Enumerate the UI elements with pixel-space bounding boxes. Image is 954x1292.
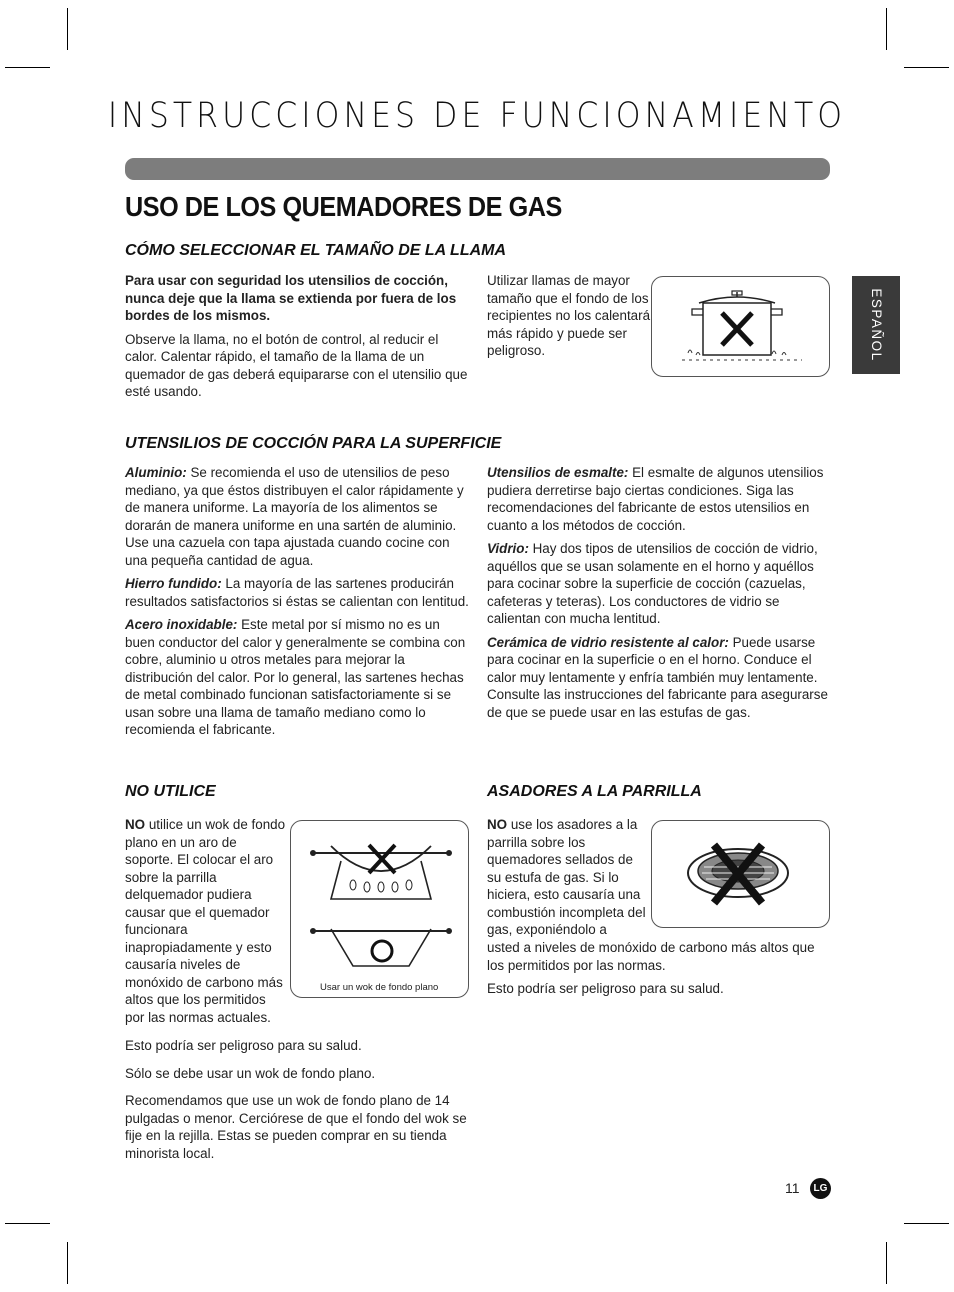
asadores-lead: NO use los asadores a la parrilla sobre los quemadores sellados de su estufa de gas. Si lo hiciera, esto causaría una combustión incompleta del gas, exponiéndolo a [487, 817, 646, 937]
pot-illustration [651, 276, 830, 377]
utensils-heading: UTENSILIOS DE COCCIÓN PARA LA SUPERFICIE [125, 435, 502, 452]
no-utilice-p3: Recomendamos que use un wok de fondo plano de 14 pulgadas o menor. Cerciórese de que el fondo del wok se fije en la rejilla. Estas se pueden comprar en su tienda minorista local. [125, 1093, 467, 1161]
utensil-ceramica: Cerámica de vidrio resistente al calor: Puede usarse para cocinar en la superficie o en el horno. Conduce el calor muy lentamente y enfría también muy lentamente. Consulte las instrucciones del fabricante para asegurarse de que se puede usar en las estufas de gas. [487, 634, 828, 720]
utensil-hierro: Hierro fundido: La mayoría de las sartenes producirán resultados satisfactorios si éstas se calientan con lentitud. [125, 576, 469, 609]
utensil-esmalte: Utensilios de esmalte: El esmalte de algunos utensilios pudiera derretirse bajo ciertas condiciones. Siga las recomendaciones del fabricante de estos utensilios en cuanto a los métodos de cocción. [487, 465, 824, 533]
section-title: USO DE LOS QUEMADORES DE GAS [125, 191, 562, 222]
utensil-aluminio: Aluminio: Se recomienda el uso de utensilios de peso mediano, ya que éstos distribuyen el calor rápidamente y de manera uniforme. La mayoría de los alimentos se dorarán de manera uniforme en una sartén de aluminio. Use una cazuela con tapa ajustada cuando cocine con una pequeña cantidad de agua. [125, 465, 464, 568]
wok-icon [291, 821, 470, 999]
asadores-p1: Esto podría ser peligroso para su salud. [487, 981, 724, 996]
flame-heading: CÓMO SELECCIONAR EL TAMAÑO DE LA LLAMA [125, 242, 507, 259]
no-utilice-paras [125, 1037, 470, 1162]
flame-body-text: Observe la llama, no el botón de control, al reducir el calor. Calentar rápido, el tamaño de la llama de un quemador de gas deberá equipararse con el utensilio que esté usando. [125, 331, 468, 399]
crop-mark [67, 8, 68, 50]
asadores-heading: ASADORES A LA PARRILLA [487, 783, 702, 800]
no-utilice-lead: NO utilice un wok de fondo plano en un aro de soporte. El colocar el aro sobre la parrilla delquemador pudiera causar que el quemador funcionara inapropiadamente y esto causaría niveles de monóxido de carbono más altos que los permitidos por las normas actuales. [125, 817, 286, 1025]
crop-mark [886, 1242, 887, 1284]
crop-mark [904, 67, 949, 68]
crop-mark [5, 67, 50, 68]
grill-illustration [651, 820, 830, 928]
lg-logo-icon: LG [810, 1178, 831, 1199]
crop-mark [904, 1223, 949, 1224]
utensils-right-column [487, 464, 832, 727]
page-number: 11 [785, 1180, 800, 1196]
crop-mark [886, 8, 887, 50]
utensils-left-column [125, 464, 470, 745]
no-utilice-p2: Sólo se debe usar un wok de fondo plano. [125, 1065, 376, 1081]
flame-text-block [125, 272, 470, 401]
utensil-acero: Acero inoxidable: Este metal por sí mismo no es un buen conductor del calor y generalmente se combina con cobre, aluminio u otros metales para mejorar la distribución del calor. Por lo general, las sartenes hechas de metal combinado funcionan satisfactoriamente si se usan sobre una llama de tamaño mediano como lo recomienda el fabricante. [125, 617, 466, 737]
language-tab: ESPAÑOL [852, 276, 900, 374]
page-title: INSTRUCCIONES DE FUNCIONAMIENTO [107, 96, 847, 136]
no-utilice-heading: NO UTILICE [125, 783, 216, 800]
crop-mark [67, 1242, 68, 1284]
wok-caption: Usar un wok de fondo plano [320, 982, 439, 993]
crop-mark [5, 1223, 50, 1224]
pot-flame-icon [652, 277, 831, 378]
asadores-cont: usted a niveles de monóxido de carbono más altos que los permitidos por las normas. [487, 940, 815, 973]
utensil-vidrio: Vidrio: Hay dos tipos de utensilios de cocción de vidrio, aquéllos que se usan solamente en el horno y aquéllos para cocinar sobre la superficie de cocción (cazuelas, cafeteras y teteras). Los conductores de vidrio se calientan con mucha lentitud. [487, 541, 818, 626]
flame-warning-text: Utilizar llamas de mayor tamaño que el fondo de los recipientes no los calentará más rápido y puede ser peligroso. [487, 273, 651, 358]
wok-illustration [290, 820, 469, 998]
flame-bold-text: Para usar con seguridad los utensilios de cocción, nunca deje que la llama se extienda por fuera de los bordes de los mismos. [125, 273, 457, 323]
no-utilice-p1: Esto podría ser peligroso para su salud. [125, 1038, 362, 1053]
grill-icon [652, 821, 831, 929]
title-divider-bar [125, 158, 830, 180]
